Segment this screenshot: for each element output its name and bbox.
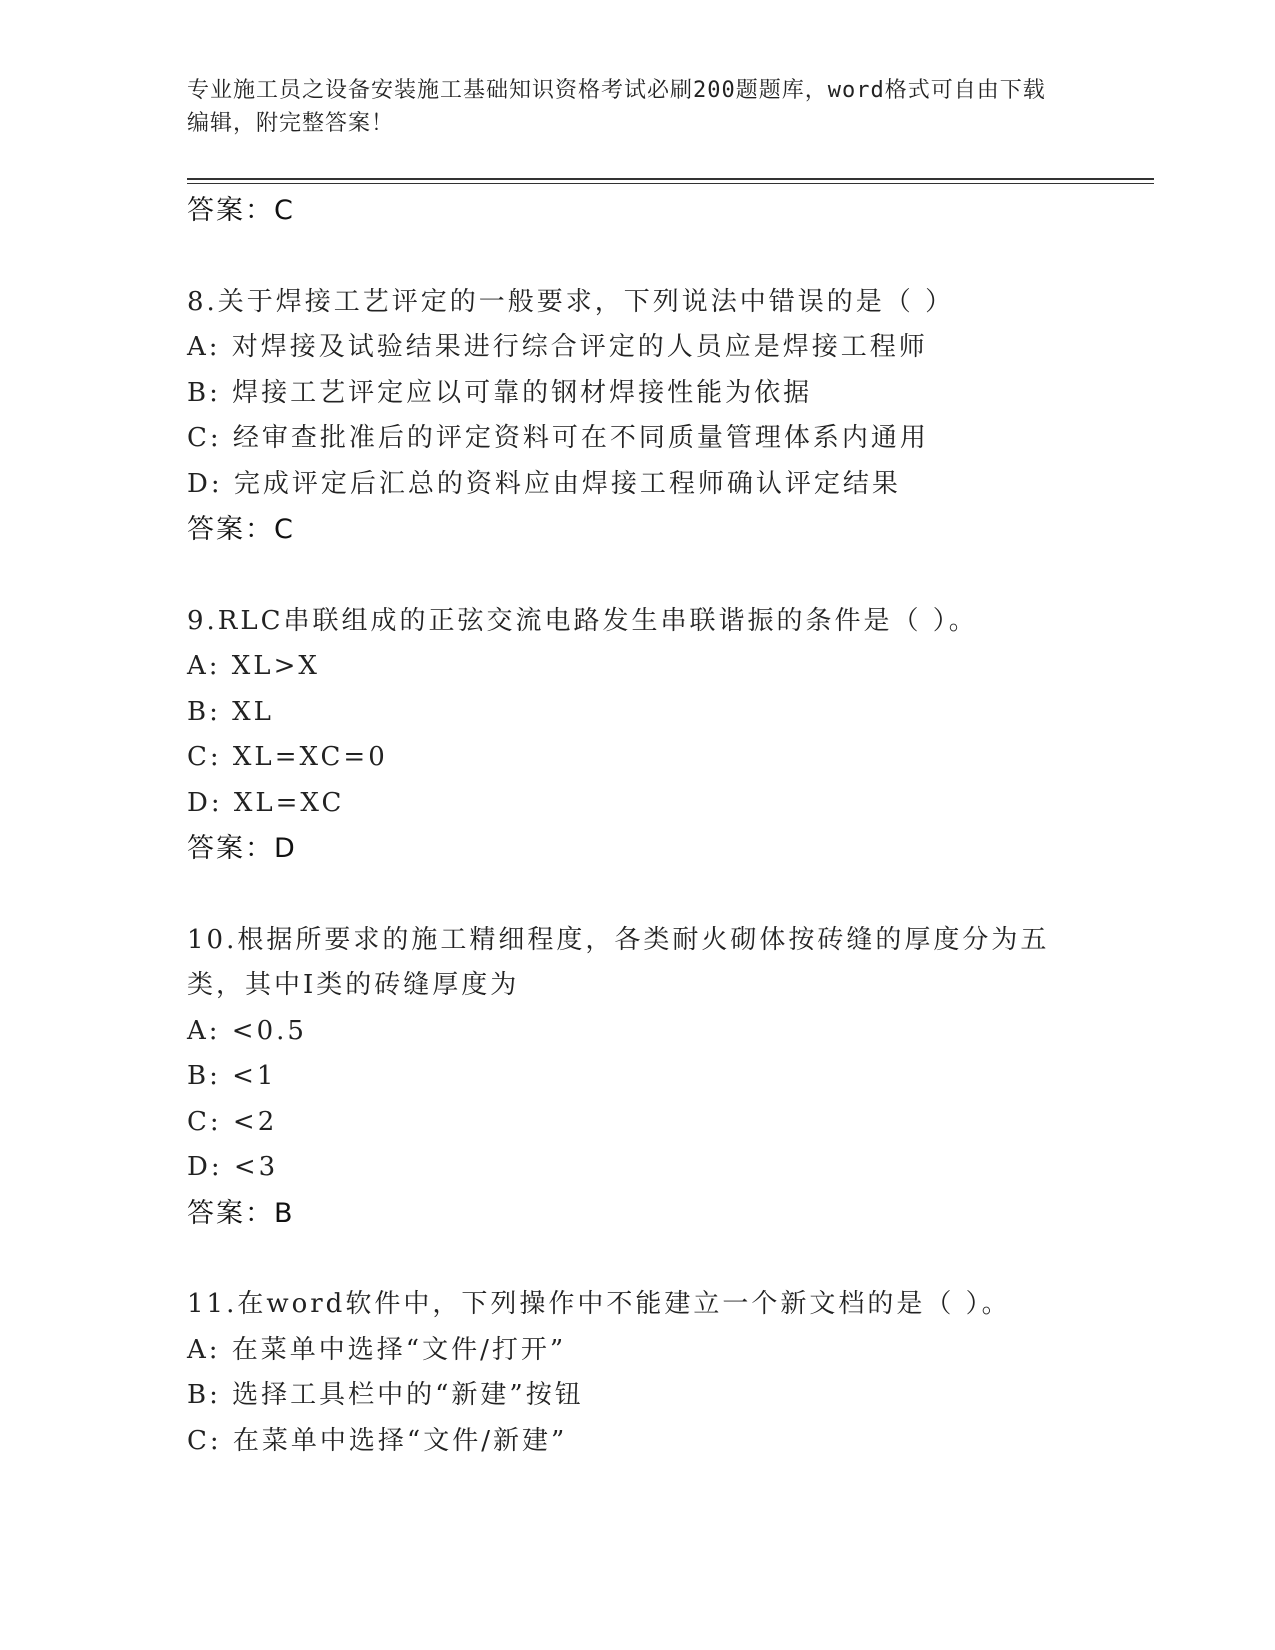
- option-d: D: <3: [187, 1152, 279, 1182]
- option-d: D: 完成评定后汇总的资料应由焊接工程师确认评定结果: [187, 468, 901, 499]
- previous-answer: 答案：C: [187, 195, 295, 226]
- option-c: C: 在菜单中选择“文件/新建”: [187, 1425, 568, 1456]
- option-a: A: 对焊接及试验结果进行综合评定的人员应是焊接工程师: [187, 332, 928, 362]
- option-b: B: XL: [187, 696, 274, 727]
- answer-line: 答案：C: [187, 514, 295, 545]
- spacer: [187, 234, 1087, 280]
- header-rule-thick: [187, 178, 1154, 180]
- question-stem: 9.RLC串联组成的正弦交流电路发生串联谐振的条件是（ ）。: [187, 605, 978, 636]
- question-content: [187, 188, 1087, 1464]
- question-block-8: [187, 280, 1087, 553]
- option-c: C: XL=XC=0: [187, 742, 388, 772]
- spacer: [187, 872, 1087, 918]
- option-a: A: 在菜单中选择“文件/打开”: [187, 1334, 567, 1365]
- option-a: A: <0.5: [187, 1015, 307, 1046]
- question-stem: 8.关于焊接工艺评定的一般要求，下列说法中错误的是（ ）: [187, 286, 955, 317]
- option-c: C: <2: [187, 1106, 278, 1137]
- answer-line: 答案：D: [187, 833, 297, 864]
- question-block-10: [187, 918, 1087, 1237]
- option-d: D: XL=XC: [187, 787, 345, 818]
- document-header-title: 专业施工员之设备安装施工基础知识资格考试必刷200题题库，word格式可自由下载编辑，附完整答案！: [187, 78, 1046, 136]
- option-b: B: <1: [187, 1061, 277, 1091]
- spacer: [187, 553, 1087, 599]
- spacer: [187, 1236, 1087, 1282]
- option-b: B: 焊接工艺评定应以可靠的钢材焊接性能为依据: [187, 377, 813, 408]
- question-block-11: [187, 1282, 1087, 1464]
- option-c: C: 经审查批准后的评定资料可在不同质量管理体系内通用: [187, 423, 929, 453]
- answer-line: 答案：B: [187, 1197, 295, 1229]
- header-rule-thin: [187, 183, 1154, 184]
- question-block-9: [187, 599, 1087, 872]
- question-stem: 10.根据所要求的施工精细程度，各类耐火砌体按砖缝的厚度分为五类，其中Ⅰ类的砖缝厚度为: [187, 924, 1050, 1000]
- question-stem: 11.在word软件中，下列操作中不能建立一个新文档的是（ ）。: [187, 1289, 1011, 1319]
- option-a: A: XL>X: [187, 651, 320, 681]
- option-b: B: 选择工具栏中的“新建”按钮: [187, 1380, 584, 1410]
